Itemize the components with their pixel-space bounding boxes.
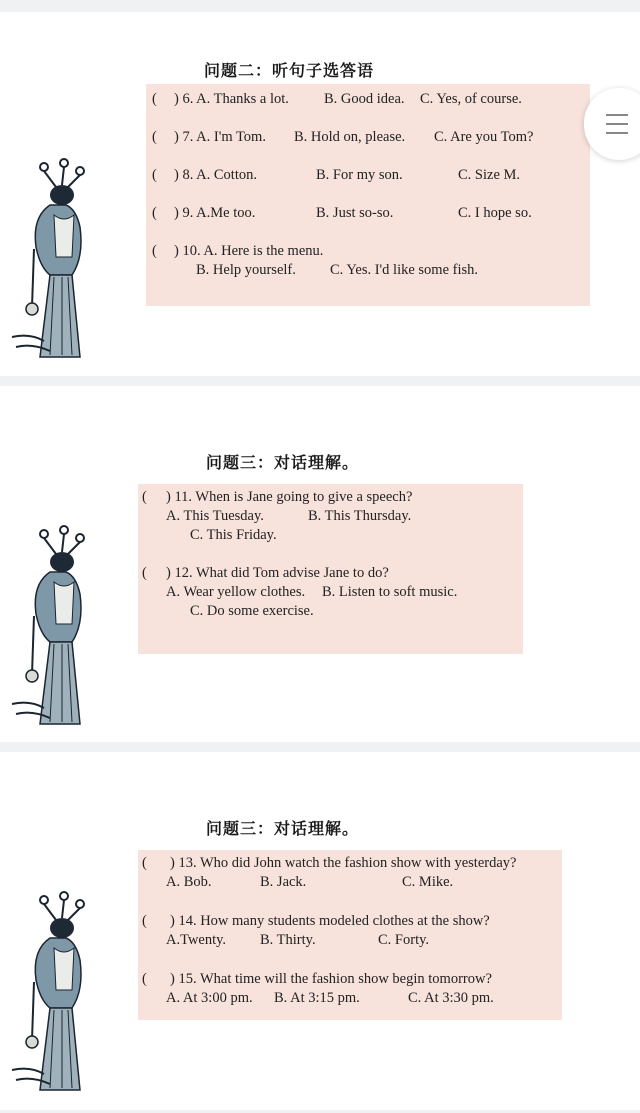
question-stem: ) 11. When is Jane going to give a speech?: [166, 489, 413, 505]
option-b: B. Hold on, please.: [294, 129, 406, 145]
answer-paren: (: [152, 243, 157, 259]
question-stem: ) 15. What time will the fashion show begin tomorrow?: [170, 971, 492, 987]
option-c: C. Size M.: [458, 167, 521, 183]
option-b: B. Thirty.: [260, 932, 316, 948]
decorative-figure-illustration: [10, 890, 100, 1100]
option-b: B. Just so-so.: [316, 205, 394, 221]
section-heading: 问题三：对话理解。: [206, 453, 360, 472]
answer-paren: (: [152, 205, 157, 221]
answer-paren: (: [152, 91, 157, 107]
option-a: A.Twenty.: [166, 932, 227, 948]
option-c: C. Yes. I'd like some fish.: [330, 262, 479, 278]
option-c: C. I hope so.: [458, 205, 532, 221]
answer-paren: (: [142, 855, 147, 871]
answer-paren: (: [152, 167, 157, 183]
option-a: A. Wear yellow clothes.: [166, 584, 306, 600]
option-a: A. This Tuesday.: [166, 508, 264, 524]
answer-paren: (: [142, 565, 147, 581]
question-stem: ) 8. A. Cotton.: [174, 167, 257, 183]
option-b: B. Help yourself.: [196, 262, 296, 278]
question-box: [146, 84, 590, 306]
option-c: C. Do some exercise.: [190, 603, 314, 619]
section-heading: 问题二：听句子选答语: [204, 61, 375, 80]
answer-paren: (: [142, 971, 147, 987]
decorative-figure-illustration: [10, 524, 100, 734]
section-heading: 问题三：对话理解。: [206, 819, 360, 838]
question-stem: ) 10. A. Here is the menu.: [174, 243, 324, 259]
question-box: [138, 484, 523, 654]
option-b: B. Jack.: [260, 874, 307, 890]
slide-section-3b: [0, 752, 640, 1110]
option-c: C. This Friday.: [190, 527, 277, 543]
question-stem: ) 9. A.Me too.: [174, 205, 256, 221]
question-stem: ) 6. A. Thanks a lot.: [174, 91, 289, 107]
option-a: A. Bob.: [166, 874, 212, 890]
option-c: C. Mike.: [402, 874, 454, 890]
question-stem: ) 12. What did Tom advise Jane to do?: [166, 565, 389, 581]
option-c: C. Are you Tom?: [434, 129, 534, 145]
option-b: B. At 3:15 pm.: [274, 990, 360, 1006]
decorative-figure-illustration: [10, 157, 100, 367]
question-stem: ) 7. A. I'm Tom.: [174, 129, 266, 145]
slide-section-3a: [0, 386, 640, 742]
option-c: C. At 3:30 pm.: [408, 990, 494, 1006]
option-c: C. Yes, of course.: [420, 91, 522, 107]
option-b: B. Listen to soft music.: [322, 584, 458, 600]
question-stem: ) 13. Who did John watch the fashion show with yesterday?: [170, 855, 517, 871]
answer-paren: (: [152, 129, 157, 145]
option-b: B. For my son.: [316, 167, 403, 183]
option-a: A. At 3:00 pm.: [166, 990, 253, 1006]
answer-paren: (: [142, 913, 147, 929]
slide-section-2: [0, 12, 640, 376]
answer-paren: (: [142, 489, 147, 505]
question-stem: ) 14. How many students modeled clothes at the show?: [170, 913, 490, 929]
option-b: B. Good idea.: [324, 91, 405, 107]
option-b: B. This Thursday.: [308, 508, 412, 524]
option-c: C. Forty.: [378, 932, 430, 948]
question-box: [138, 850, 562, 1020]
